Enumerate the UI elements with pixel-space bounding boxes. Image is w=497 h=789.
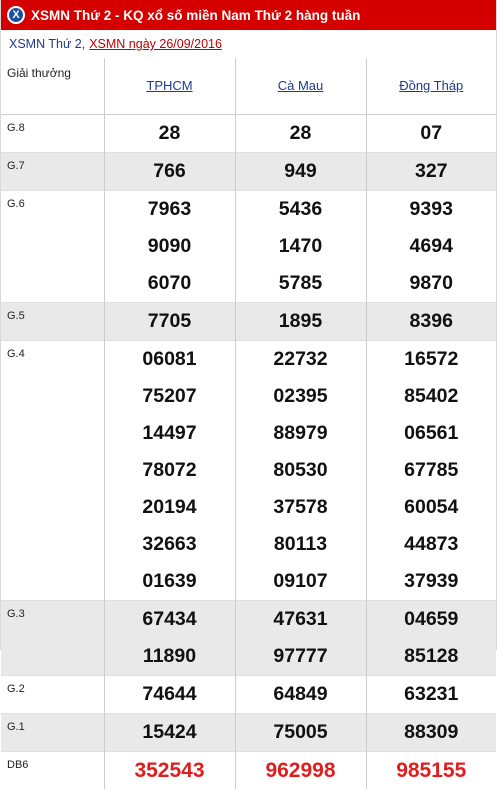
result-number: 47631 (235, 601, 366, 639)
prize-label (1, 228, 104, 265)
table-row (1, 303, 496, 341)
prize-label (1, 265, 104, 303)
table-row (1, 526, 496, 563)
table-row (1, 265, 496, 303)
result-number: 9393 (366, 191, 496, 229)
result-number: 4694 (366, 228, 496, 265)
result-number: 8396 (366, 303, 496, 341)
result-number: 5436 (235, 191, 366, 229)
result-number: 37939 (366, 563, 496, 601)
result-number: 06081 (104, 341, 235, 379)
table-row (1, 601, 496, 639)
table-row (1, 153, 496, 191)
result-number: 44873 (366, 526, 496, 563)
result-number: 78072 (104, 452, 235, 489)
province-link-tphcm[interactable]: TPHCM (146, 78, 192, 93)
result-number: 60054 (366, 489, 496, 526)
result-number: 9090 (104, 228, 235, 265)
result-number: 06561 (366, 415, 496, 452)
prize-column-header: Giải thưởng (1, 58, 104, 115)
result-number: 02395 (235, 378, 366, 415)
results-table (1, 58, 496, 789)
prize-label (1, 489, 104, 526)
table-row (1, 752, 496, 789)
result-number: 32663 (104, 526, 235, 563)
result-number: 7705 (104, 303, 235, 341)
prize-label (1, 563, 104, 601)
result-number: 97777 (235, 638, 366, 676)
prize-label: G.2 (1, 676, 104, 714)
table-row (1, 115, 496, 153)
result-number: 20194 (104, 489, 235, 526)
table-row (1, 563, 496, 601)
result-number: 985155 (366, 752, 496, 789)
result-number: 28 (104, 115, 235, 153)
result-number: 09107 (235, 563, 366, 601)
result-number: 01639 (104, 563, 235, 601)
result-number: 949 (235, 153, 366, 191)
prize-label: G.3 (1, 601, 104, 639)
result-number: 67785 (366, 452, 496, 489)
prize-label: DB6 (1, 752, 104, 789)
prize-label (1, 452, 104, 489)
table-row (1, 378, 496, 415)
prize-label (1, 526, 104, 563)
table-row (1, 638, 496, 676)
result-number: 5785 (235, 265, 366, 303)
prize-label: G.7 (1, 153, 104, 191)
prize-label (1, 638, 104, 676)
result-number: 28 (235, 115, 366, 153)
result-number: 88309 (366, 714, 496, 752)
prize-label: G.8 (1, 115, 104, 153)
table-row (1, 452, 496, 489)
result-number: 962998 (235, 752, 366, 789)
result-number: 766 (104, 153, 235, 191)
table-row (1, 714, 496, 752)
table-row (1, 489, 496, 526)
province-link-dong-thap[interactable]: Đồng Tháp (399, 78, 463, 93)
result-number: 22732 (235, 341, 366, 379)
result-number: 04659 (366, 601, 496, 639)
result-number: 37578 (235, 489, 366, 526)
result-number: 1470 (235, 228, 366, 265)
lottery-logo-icon (7, 6, 25, 24)
table-row (1, 228, 496, 265)
result-number: 352543 (104, 752, 235, 789)
table-row (1, 676, 496, 714)
result-number: 6070 (104, 265, 235, 303)
prize-label: G.4 (1, 341, 104, 379)
prize-label (1, 378, 104, 415)
table-header-row (1, 58, 496, 115)
result-number: 85128 (366, 638, 496, 676)
result-number: 1895 (235, 303, 366, 341)
province-header (366, 58, 496, 115)
result-number: 85402 (366, 378, 496, 415)
province-header (235, 58, 366, 115)
prize-label: G.1 (1, 714, 104, 752)
panel-title: XSMN Thứ 2 - KQ xổ số miền Nam Thứ 2 hàng tuần (31, 8, 360, 23)
result-number: 74644 (104, 676, 235, 714)
result-number: 67434 (104, 601, 235, 639)
result-number: 63231 (366, 676, 496, 714)
table-row (1, 191, 496, 229)
date-link[interactable]: XSMN ngày 26/09/2016 (89, 37, 222, 51)
table-row (1, 341, 496, 379)
result-number: 07 (366, 115, 496, 153)
result-number: 7963 (104, 191, 235, 229)
result-number: 80113 (235, 526, 366, 563)
panel-header (1, 0, 496, 30)
table-row (1, 415, 496, 452)
prize-label: G.5 (1, 303, 104, 341)
breadcrumb-prefix: XSMN Thứ 2, (9, 37, 85, 51)
prize-label: G.6 (1, 191, 104, 229)
result-number: 88979 (235, 415, 366, 452)
breadcrumb (1, 30, 496, 58)
result-number: 15424 (104, 714, 235, 752)
logo-letter: X (9, 8, 23, 22)
result-number: 14497 (104, 415, 235, 452)
result-number: 9870 (366, 265, 496, 303)
prize-label (1, 415, 104, 452)
result-number: 16572 (366, 341, 496, 379)
province-link-ca-mau[interactable]: Cà Mau (278, 78, 324, 93)
results-body (1, 115, 496, 789)
result-number: 80530 (235, 452, 366, 489)
result-number: 64849 (235, 676, 366, 714)
province-header (104, 58, 235, 115)
result-number: 327 (366, 153, 496, 191)
result-number: 75207 (104, 378, 235, 415)
result-number: 11890 (104, 638, 235, 676)
result-number: 75005 (235, 714, 366, 752)
